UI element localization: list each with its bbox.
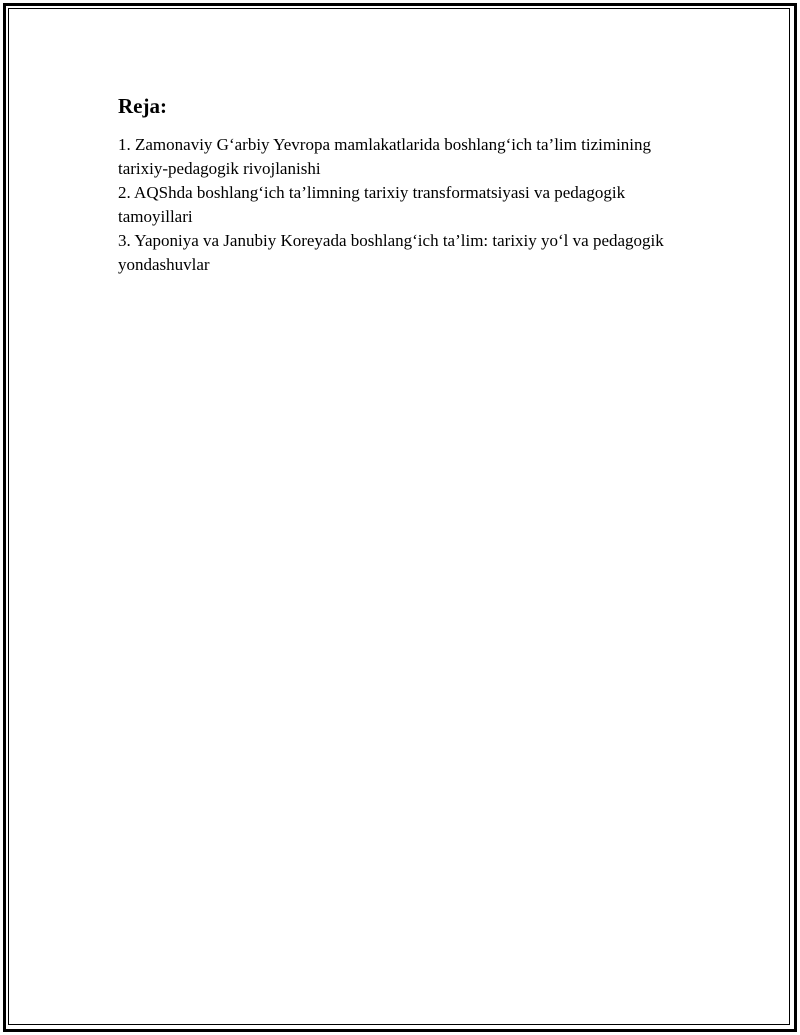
plan-item-2: 2. AQShda boshlang‘ich ta’limning tarixiy transformatsiyasi va pedagogik tamoyillari [118,183,626,226]
plan-list [118,133,688,277]
plan-heading: Reja: [118,94,167,118]
plan-item-3: 3. Yaponiya va Janubiy Koreyada boshlang‘ich ta’lim: tarixiy yo‘l va pedagogik yondashuvlar [118,231,664,274]
plan-item-1: 1. Zamonaviy G‘arbiy Yevropa mamlakatlarida boshlang‘ich ta’lim tizimining tarixiy-pedagogik rivojlanishi [118,135,652,178]
document-body [118,93,688,277]
